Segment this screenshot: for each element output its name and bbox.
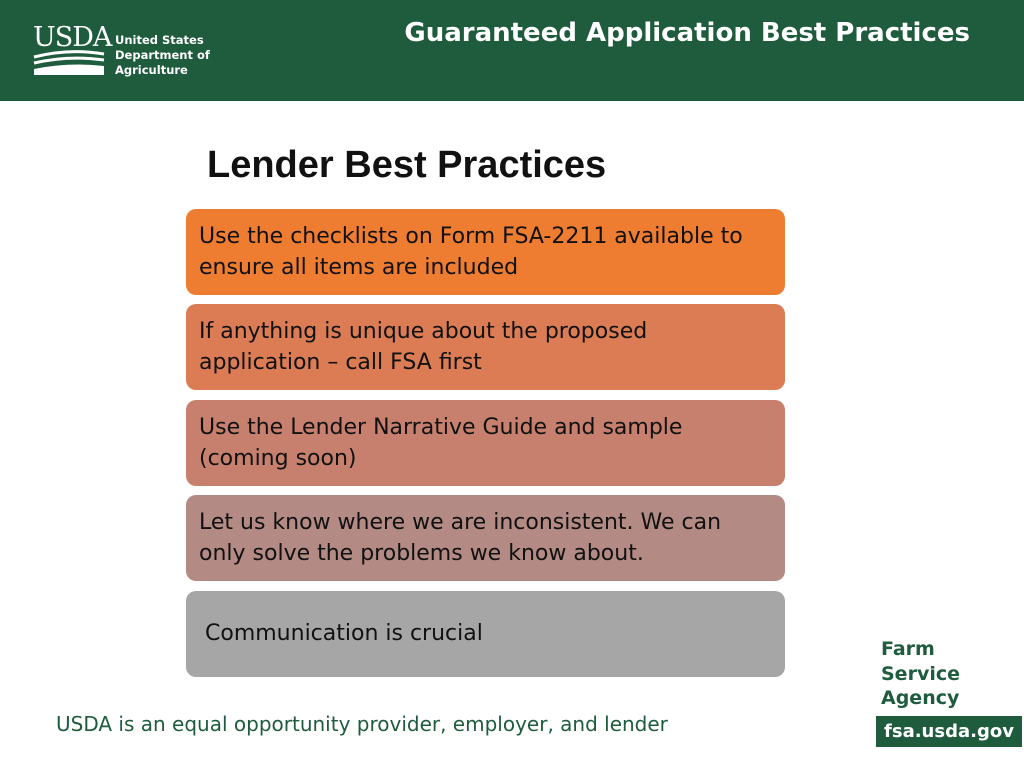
practice-text-line: (coming soon) [199, 446, 357, 471]
usda-name-line: United States [115, 33, 204, 47]
usda-logo-hills-icon [33, 24, 105, 76]
usda-name-line: Department of [115, 48, 210, 62]
practice-item-call-fsa [186, 304, 785, 390]
practice-text-line: Use the Lender Narrative Guide and sample [199, 415, 683, 440]
practice-text-line: If anything is unique about the proposed [199, 319, 648, 344]
fsa-logo [881, 637, 960, 711]
equal-opportunity-statement: USDA is an equal opportunity provider, employer, and lender [56, 712, 668, 736]
practice-item-communication [186, 591, 785, 677]
fsa-logo-line: Farm [881, 638, 935, 660]
usda-logo-letters: USDA [33, 22, 112, 53]
header-bar [0, 0, 1024, 101]
usda-name-line: Agriculture [115, 63, 188, 77]
practice-text-line: ensure all items are included [199, 255, 519, 280]
fsa-logo-line: Agency [881, 687, 960, 709]
practice-text-line: Use the checklists on Form FSA-2211 available to [199, 224, 743, 249]
usda-agency-name [115, 33, 210, 78]
practice-item-narrative-guide [186, 400, 785, 486]
practice-text-line: Let us know where we are inconsistent. We can [199, 510, 722, 535]
practice-text-line: application – call FSA first [199, 350, 482, 375]
header-title: Guaranteed Application Best Practices [404, 18, 970, 48]
usda-logo [33, 22, 112, 76]
practice-text-line: Communication is crucial [205, 621, 483, 646]
practice-text-line: only solve the problems we know about. [199, 541, 644, 566]
slide-heading: Lender Best Practices [207, 144, 607, 186]
fsa-logo-line: Service [881, 662, 960, 685]
practice-item-checklists [186, 209, 785, 295]
fsa-url-badge: fsa.usda.gov [876, 716, 1022, 747]
practice-item-inconsistencies [186, 495, 785, 581]
